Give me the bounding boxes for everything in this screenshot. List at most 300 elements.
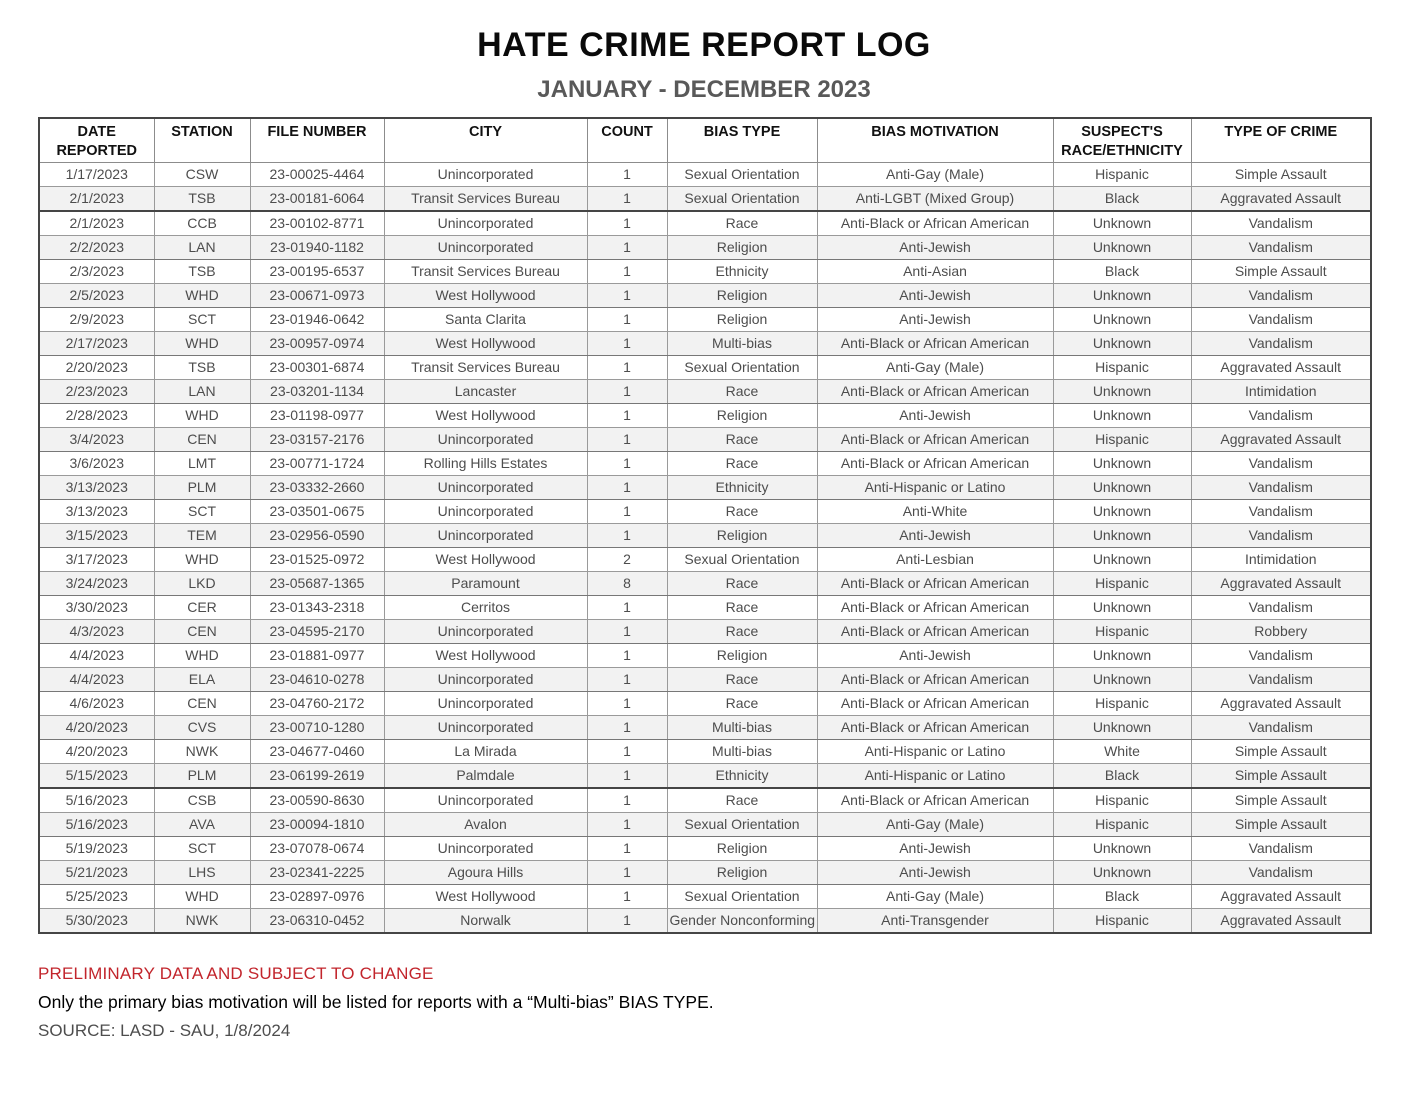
cell-type-of-crime: Intimidation [1191, 379, 1371, 403]
cell-file-number: 23-00301-6874 [250, 355, 384, 379]
cell-file-number: 23-03201-1134 [250, 379, 384, 403]
cell-type-of-crime: Simple Assault [1191, 812, 1371, 836]
cell-city: Rolling Hills Estates [384, 451, 587, 475]
multibias-note: Only the primary bias motivation will be listed for reports with a “Multi-bias” BIAS TYPE. [38, 991, 714, 1012]
table-row [39, 331, 1371, 355]
cell-bias-type: Sexual Orientation [667, 884, 817, 908]
cell-station: CEN [154, 691, 250, 715]
footer [38, 964, 1408, 1041]
cell-suspect-race-ethnicity: Unknown [1053, 860, 1191, 884]
cell-date-reported: 2/2/2023 [39, 235, 154, 259]
cell-city: Avalon [384, 812, 587, 836]
cell-date-reported: 4/20/2023 [39, 739, 154, 763]
cell-type-of-crime: Vandalism [1191, 475, 1371, 499]
cell-station: CSW [154, 162, 250, 186]
table-row [39, 739, 1371, 763]
cell-city: West Hollywood [384, 884, 587, 908]
cell-bias-motivation: Anti-White [817, 499, 1053, 523]
cell-file-number: 23-06310-0452 [250, 908, 384, 933]
cell-suspect-race-ethnicity: Unknown [1053, 283, 1191, 307]
cell-type-of-crime: Simple Assault [1191, 739, 1371, 763]
cell-count: 1 [587, 715, 667, 739]
cell-bias-type: Religion [667, 836, 817, 860]
table-row [39, 836, 1371, 860]
cell-bias-type: Race [667, 451, 817, 475]
cell-city: Paramount [384, 571, 587, 595]
cell-suspect-race-ethnicity: Unknown [1053, 595, 1191, 619]
table-row [39, 763, 1371, 788]
cell-station: SCT [154, 499, 250, 523]
cell-bias-motivation: Anti-Jewish [817, 836, 1053, 860]
cell-date-reported: 5/19/2023 [39, 836, 154, 860]
cell-bias-motivation: Anti-Black or African American [817, 691, 1053, 715]
cell-type-of-crime: Aggravated Assault [1191, 908, 1371, 933]
cell-bias-type: Race [667, 499, 817, 523]
table-row [39, 571, 1371, 595]
cell-bias-motivation: Anti-Jewish [817, 643, 1053, 667]
cell-file-number: 23-01940-1182 [250, 235, 384, 259]
cell-station: NWK [154, 908, 250, 933]
cell-count: 1 [587, 475, 667, 499]
cell-count: 1 [587, 379, 667, 403]
table-row [39, 235, 1371, 259]
cell-date-reported: 5/21/2023 [39, 860, 154, 884]
cell-suspect-race-ethnicity: Black [1053, 186, 1191, 211]
cell-date-reported: 4/4/2023 [39, 667, 154, 691]
cell-bias-motivation: Anti-Hispanic or Latino [817, 475, 1053, 499]
cell-suspect-race-ethnicity: Black [1053, 763, 1191, 788]
column-header-city: CITY [384, 118, 587, 162]
cell-count: 1 [587, 235, 667, 259]
cell-station: TSB [154, 186, 250, 211]
column-header-date-reported: DATE REPORTED [39, 118, 154, 162]
cell-city: Unincorporated [384, 211, 587, 236]
column-header-bias-motivation: BIAS MOTIVATION [817, 118, 1053, 162]
cell-suspect-race-ethnicity: Unknown [1053, 307, 1191, 331]
cell-bias-type: Race [667, 211, 817, 236]
cell-file-number: 23-02341-2225 [250, 860, 384, 884]
cell-bias-motivation: Anti-Jewish [817, 307, 1053, 331]
table-row [39, 595, 1371, 619]
cell-type-of-crime: Simple Assault [1191, 162, 1371, 186]
cell-station: SCT [154, 836, 250, 860]
cell-city: Unincorporated [384, 836, 587, 860]
cell-suspect-race-ethnicity: Unknown [1053, 403, 1191, 427]
cell-date-reported: 4/20/2023 [39, 715, 154, 739]
cell-suspect-race-ethnicity: Unknown [1053, 475, 1191, 499]
cell-suspect-race-ethnicity: Unknown [1053, 547, 1191, 571]
cell-station: LAN [154, 235, 250, 259]
cell-date-reported: 5/16/2023 [39, 788, 154, 813]
cell-suspect-race-ethnicity: Unknown [1053, 499, 1191, 523]
table-row [39, 499, 1371, 523]
table-header-row [39, 118, 1371, 162]
cell-city: Agoura Hills [384, 860, 587, 884]
cell-date-reported: 3/17/2023 [39, 547, 154, 571]
cell-station: NWK [154, 739, 250, 763]
cell-city: Unincorporated [384, 427, 587, 451]
cell-station: TSB [154, 355, 250, 379]
cell-file-number: 23-04760-2172 [250, 691, 384, 715]
cell-bias-motivation: Anti-Black or African American [817, 788, 1053, 813]
cell-bias-motivation: Anti-Gay (Male) [817, 812, 1053, 836]
cell-station: LHS [154, 860, 250, 884]
cell-station: PLM [154, 475, 250, 499]
cell-station: TEM [154, 523, 250, 547]
table-row [39, 884, 1371, 908]
cell-count: 1 [587, 355, 667, 379]
cell-date-reported: 5/15/2023 [39, 763, 154, 788]
cell-type-of-crime: Vandalism [1191, 283, 1371, 307]
cell-type-of-crime: Vandalism [1191, 595, 1371, 619]
table-row [39, 162, 1371, 186]
cell-bias-type: Multi-bias [667, 739, 817, 763]
cell-type-of-crime: Vandalism [1191, 667, 1371, 691]
cell-bias-type: Race [667, 788, 817, 813]
cell-city: Unincorporated [384, 788, 587, 813]
cell-type-of-crime: Intimidation [1191, 547, 1371, 571]
cell-type-of-crime: Vandalism [1191, 860, 1371, 884]
cell-type-of-crime: Vandalism [1191, 523, 1371, 547]
cell-suspect-race-ethnicity: Unknown [1053, 211, 1191, 236]
cell-city: Unincorporated [384, 499, 587, 523]
column-header-count: COUNT [587, 118, 667, 162]
cell-type-of-crime: Aggravated Assault [1191, 571, 1371, 595]
cell-bias-motivation: Anti-Jewish [817, 235, 1053, 259]
cell-bias-type: Race [667, 619, 817, 643]
cell-bias-motivation: Anti-Black or African American [817, 595, 1053, 619]
cell-type-of-crime: Simple Assault [1191, 259, 1371, 283]
column-header-station: STATION [154, 118, 250, 162]
cell-date-reported: 5/30/2023 [39, 908, 154, 933]
cell-station: CCB [154, 211, 250, 236]
table-row [39, 643, 1371, 667]
source-text: SOURCE: LASD - SAU, 1/8/2024 [38, 1020, 291, 1040]
cell-type-of-crime: Vandalism [1191, 836, 1371, 860]
cell-file-number: 23-01343-2318 [250, 595, 384, 619]
cell-type-of-crime: Vandalism [1191, 451, 1371, 475]
cell-count: 1 [587, 860, 667, 884]
cell-count: 1 [587, 162, 667, 186]
cell-station: WHD [154, 283, 250, 307]
cell-station: WHD [154, 331, 250, 355]
cell-bias-motivation: Anti-LGBT (Mixed Group) [817, 186, 1053, 211]
table-row [39, 427, 1371, 451]
table-row [39, 667, 1371, 691]
cell-type-of-crime: Vandalism [1191, 715, 1371, 739]
cell-bias-type: Religion [667, 643, 817, 667]
cell-bias-motivation: Anti-Hispanic or Latino [817, 763, 1053, 788]
cell-station: PLM [154, 763, 250, 788]
cell-date-reported: 5/25/2023 [39, 884, 154, 908]
cell-city: La Mirada [384, 739, 587, 763]
cell-bias-motivation: Anti-Gay (Male) [817, 162, 1053, 186]
cell-bias-type: Multi-bias [667, 715, 817, 739]
cell-suspect-race-ethnicity: Hispanic [1053, 691, 1191, 715]
cell-date-reported: 4/6/2023 [39, 691, 154, 715]
page-title: HATE CRIME REPORT LOG [477, 26, 931, 64]
cell-station: WHD [154, 547, 250, 571]
cell-suspect-race-ethnicity: Unknown [1053, 523, 1191, 547]
cell-suspect-race-ethnicity: Unknown [1053, 331, 1191, 355]
cell-station: WHD [154, 403, 250, 427]
cell-date-reported: 2/23/2023 [39, 379, 154, 403]
cell-bias-type: Religion [667, 403, 817, 427]
cell-city: West Hollywood [384, 283, 587, 307]
cell-station: AVA [154, 812, 250, 836]
cell-count: 1 [587, 884, 667, 908]
cell-station: LKD [154, 571, 250, 595]
report-page [0, 26, 1408, 1114]
cell-station: CEN [154, 619, 250, 643]
cell-suspect-race-ethnicity: Unknown [1053, 235, 1191, 259]
cell-station: TSB [154, 259, 250, 283]
cell-station: LMT [154, 451, 250, 475]
cell-bias-type: Race [667, 595, 817, 619]
table-row [39, 211, 1371, 236]
cell-date-reported: 2/5/2023 [39, 283, 154, 307]
cell-type-of-crime: Aggravated Assault [1191, 884, 1371, 908]
cell-bias-motivation: Anti-Black or African American [817, 619, 1053, 643]
cell-city: Unincorporated [384, 691, 587, 715]
cell-count: 1 [587, 427, 667, 451]
cell-bias-motivation: Anti-Black or African American [817, 379, 1053, 403]
cell-count: 1 [587, 403, 667, 427]
cell-bias-motivation: Anti-Gay (Male) [817, 884, 1053, 908]
cell-bias-motivation: Anti-Black or African American [817, 571, 1053, 595]
cell-count: 1 [587, 836, 667, 860]
cell-bias-motivation: Anti-Asian [817, 259, 1053, 283]
cell-file-number: 23-02956-0590 [250, 523, 384, 547]
cell-file-number: 23-03332-2660 [250, 475, 384, 499]
cell-type-of-crime: Aggravated Assault [1191, 186, 1371, 211]
table-row [39, 403, 1371, 427]
cell-city: Lancaster [384, 379, 587, 403]
column-header-file-number: FILE NUMBER [250, 118, 384, 162]
cell-count: 2 [587, 547, 667, 571]
cell-file-number: 23-02897-0976 [250, 884, 384, 908]
cell-station: SCT [154, 307, 250, 331]
cell-suspect-race-ethnicity: Hispanic [1053, 812, 1191, 836]
cell-station: CSB [154, 788, 250, 813]
table-row [39, 186, 1371, 211]
cell-file-number: 23-03501-0675 [250, 499, 384, 523]
cell-file-number: 23-00025-4464 [250, 162, 384, 186]
cell-date-reported: 3/24/2023 [39, 571, 154, 595]
cell-bias-type: Sexual Orientation [667, 812, 817, 836]
cell-city: Unincorporated [384, 235, 587, 259]
table-row [39, 908, 1371, 933]
cell-bias-type: Sexual Orientation [667, 162, 817, 186]
cell-bias-motivation: Anti-Jewish [817, 283, 1053, 307]
table-row [39, 355, 1371, 379]
cell-station: CER [154, 595, 250, 619]
cell-suspect-race-ethnicity: Hispanic [1053, 427, 1191, 451]
cell-bias-type: Race [667, 691, 817, 715]
cell-bias-type: Race [667, 427, 817, 451]
cell-bias-motivation: Anti-Transgender [817, 908, 1053, 933]
cell-date-reported: 2/1/2023 [39, 186, 154, 211]
cell-bias-motivation: Anti-Jewish [817, 523, 1053, 547]
table-row [39, 451, 1371, 475]
cell-suspect-race-ethnicity: Hispanic [1053, 571, 1191, 595]
cell-type-of-crime: Vandalism [1191, 307, 1371, 331]
cell-count: 1 [587, 812, 667, 836]
cell-city: Transit Services Bureau [384, 259, 587, 283]
cell-date-reported: 1/17/2023 [39, 162, 154, 186]
cell-count: 1 [587, 283, 667, 307]
cell-bias-type: Ethnicity [667, 259, 817, 283]
cell-count: 1 [587, 211, 667, 236]
cell-date-reported: 2/9/2023 [39, 307, 154, 331]
table-row [39, 379, 1371, 403]
cell-type-of-crime: Vandalism [1191, 235, 1371, 259]
cell-bias-type: Ethnicity [667, 475, 817, 499]
cell-count: 1 [587, 451, 667, 475]
cell-date-reported: 3/30/2023 [39, 595, 154, 619]
cell-count: 1 [587, 667, 667, 691]
cell-bias-type: Religion [667, 283, 817, 307]
table-row [39, 547, 1371, 571]
column-header-bias-type: BIAS TYPE [667, 118, 817, 162]
cell-bias-type: Religion [667, 307, 817, 331]
cell-count: 1 [587, 763, 667, 788]
cell-file-number: 23-07078-0674 [250, 836, 384, 860]
cell-file-number: 23-04595-2170 [250, 619, 384, 643]
cell-suspect-race-ethnicity: Unknown [1053, 379, 1191, 403]
cell-station: CVS [154, 715, 250, 739]
cell-type-of-crime: Vandalism [1191, 211, 1371, 236]
cell-bias-motivation: Anti-Hispanic or Latino [817, 739, 1053, 763]
cell-count: 1 [587, 691, 667, 715]
table-row [39, 307, 1371, 331]
cell-city: Unincorporated [384, 523, 587, 547]
cell-bias-motivation: Anti-Black or African American [817, 715, 1053, 739]
cell-type-of-crime: Simple Assault [1191, 788, 1371, 813]
cell-bias-type: Sexual Orientation [667, 186, 817, 211]
cell-suspect-race-ethnicity: Unknown [1053, 715, 1191, 739]
cell-count: 1 [587, 186, 667, 211]
cell-city: West Hollywood [384, 643, 587, 667]
cell-type-of-crime: Aggravated Assault [1191, 355, 1371, 379]
table-row [39, 619, 1371, 643]
cell-file-number: 23-00671-0973 [250, 283, 384, 307]
cell-suspect-race-ethnicity: Unknown [1053, 836, 1191, 860]
cell-bias-motivation: Anti-Black or African American [817, 427, 1053, 451]
cell-bias-type: Gender Nonconforming [667, 908, 817, 933]
cell-suspect-race-ethnicity: Black [1053, 884, 1191, 908]
cell-bias-motivation: Anti-Black or African American [817, 667, 1053, 691]
table-row [39, 788, 1371, 813]
cell-count: 1 [587, 595, 667, 619]
cell-file-number: 23-05687-1365 [250, 571, 384, 595]
cell-type-of-crime: Vandalism [1191, 643, 1371, 667]
cell-date-reported: 5/16/2023 [39, 812, 154, 836]
cell-date-reported: 2/20/2023 [39, 355, 154, 379]
cell-bias-motivation: Anti-Black or African American [817, 211, 1053, 236]
table-row [39, 860, 1371, 884]
cell-suspect-race-ethnicity: Hispanic [1053, 788, 1191, 813]
cell-date-reported: 2/1/2023 [39, 211, 154, 236]
cell-file-number: 23-00094-1810 [250, 812, 384, 836]
cell-date-reported: 3/4/2023 [39, 427, 154, 451]
cell-station: LAN [154, 379, 250, 403]
cell-suspect-race-ethnicity: Hispanic [1053, 355, 1191, 379]
cell-suspect-race-ethnicity: Hispanic [1053, 908, 1191, 933]
cell-file-number: 23-03157-2176 [250, 427, 384, 451]
cell-city: Palmdale [384, 763, 587, 788]
cell-suspect-race-ethnicity: Black [1053, 259, 1191, 283]
cell-station: ELA [154, 667, 250, 691]
table-row [39, 475, 1371, 499]
cell-file-number: 23-01946-0642 [250, 307, 384, 331]
cell-city: Transit Services Bureau [384, 186, 587, 211]
cell-count: 8 [587, 571, 667, 595]
table-body [39, 162, 1371, 933]
cell-city: Norwalk [384, 908, 587, 933]
cell-suspect-race-ethnicity: Unknown [1053, 643, 1191, 667]
table-row [39, 812, 1371, 836]
cell-city: Transit Services Bureau [384, 355, 587, 379]
cell-type-of-crime: Vandalism [1191, 403, 1371, 427]
table-row [39, 715, 1371, 739]
cell-file-number: 23-01881-0977 [250, 643, 384, 667]
cell-date-reported: 2/28/2023 [39, 403, 154, 427]
cell-city: Unincorporated [384, 162, 587, 186]
disclaimer-text: PRELIMINARY DATA AND SUBJECT TO CHANGE [38, 963, 434, 983]
cell-count: 1 [587, 619, 667, 643]
cell-file-number: 23-00957-0974 [250, 331, 384, 355]
cell-date-reported: 4/4/2023 [39, 643, 154, 667]
cell-bias-motivation: Anti-Lesbian [817, 547, 1053, 571]
cell-date-reported: 2/17/2023 [39, 331, 154, 355]
cell-file-number: 23-00710-1280 [250, 715, 384, 739]
cell-bias-type: Multi-bias [667, 331, 817, 355]
cell-date-reported: 3/13/2023 [39, 499, 154, 523]
cell-bias-type: Religion [667, 523, 817, 547]
cell-city: Unincorporated [384, 475, 587, 499]
cell-suspect-race-ethnicity: Unknown [1053, 667, 1191, 691]
cell-bias-type: Race [667, 571, 817, 595]
cell-file-number: 23-04677-0460 [250, 739, 384, 763]
cell-count: 1 [587, 331, 667, 355]
cell-count: 1 [587, 523, 667, 547]
cell-count: 1 [587, 643, 667, 667]
hate-crime-report-table [38, 117, 1372, 934]
cell-count: 1 [587, 908, 667, 933]
cell-date-reported: 3/13/2023 [39, 475, 154, 499]
cell-type-of-crime: Simple Assault [1191, 763, 1371, 788]
cell-suspect-race-ethnicity: Hispanic [1053, 619, 1191, 643]
cell-file-number: 23-01198-0977 [250, 403, 384, 427]
cell-station: WHD [154, 643, 250, 667]
cell-file-number: 23-00590-8630 [250, 788, 384, 813]
cell-bias-type: Race [667, 379, 817, 403]
cell-count: 1 [587, 499, 667, 523]
cell-city: Unincorporated [384, 667, 587, 691]
table-row [39, 523, 1371, 547]
table-row [39, 691, 1371, 715]
cell-type-of-crime: Robbery [1191, 619, 1371, 643]
cell-type-of-crime: Aggravated Assault [1191, 427, 1371, 451]
cell-city: Santa Clarita [384, 307, 587, 331]
cell-city: West Hollywood [384, 547, 587, 571]
cell-bias-motivation: Anti-Black or African American [817, 451, 1053, 475]
cell-city: Cerritos [384, 595, 587, 619]
cell-suspect-race-ethnicity: Unknown [1053, 451, 1191, 475]
cell-suspect-race-ethnicity: White [1053, 739, 1191, 763]
cell-file-number: 23-04610-0278 [250, 667, 384, 691]
